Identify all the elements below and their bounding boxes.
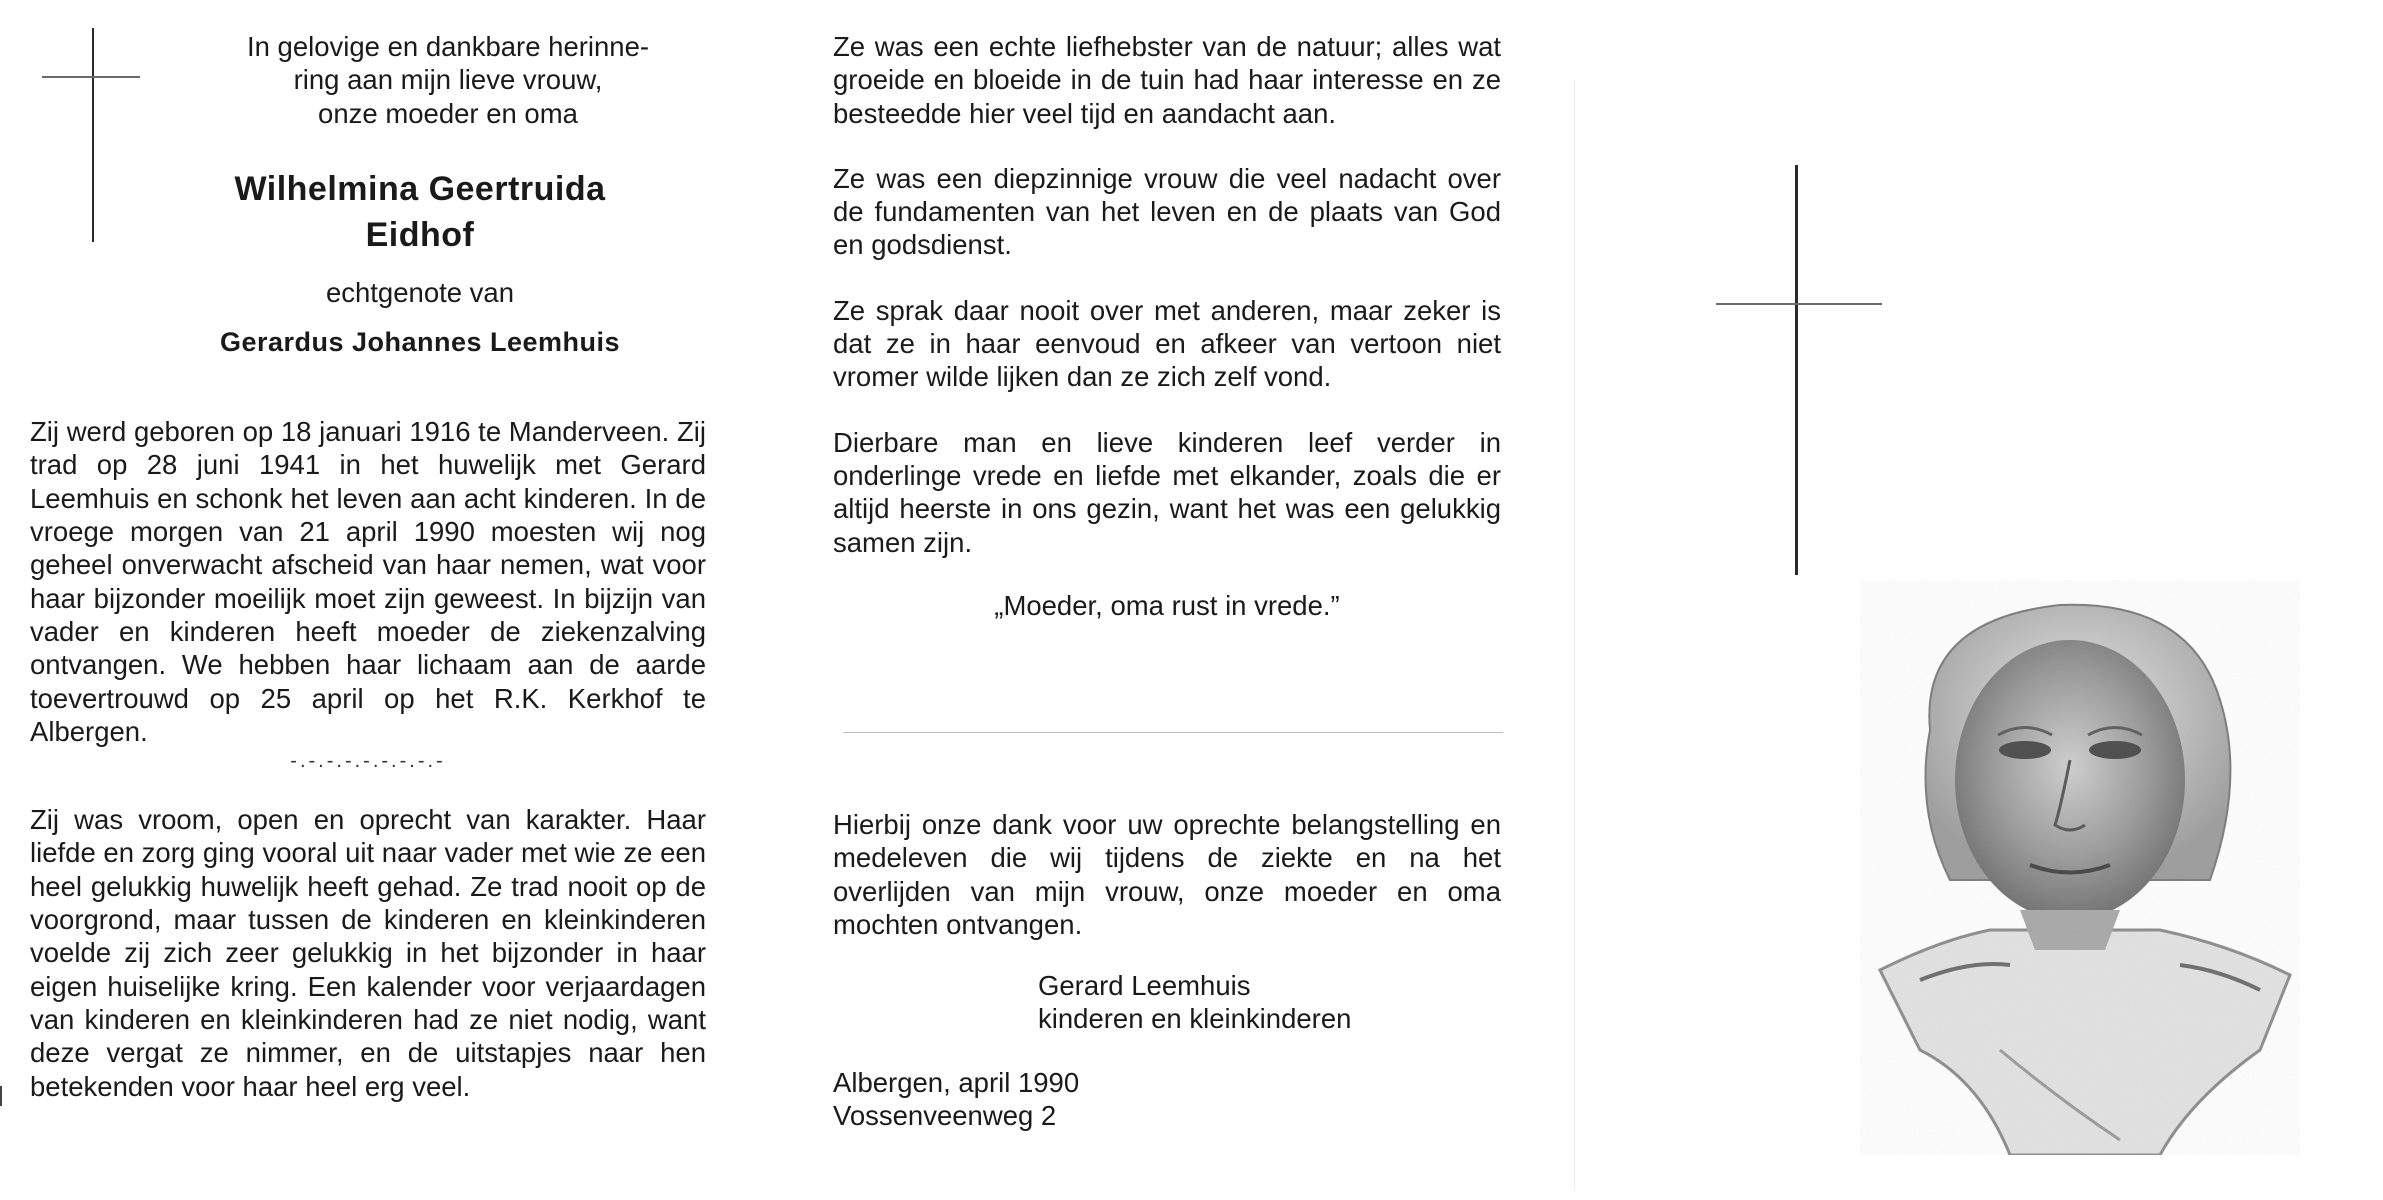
- farewell-paragraph: Dierbare man en lieve kinderen leef verder in onderlinge vrede en liefde met elkander, zoals die er altijd heerste in ons gezin, want het was een gelukkig samen zijn.: [833, 426, 1501, 558]
- address: Vossenveenweg 2: [833, 1100, 1057, 1132]
- portrait-photo: [1860, 580, 2300, 1155]
- modesty-paragraph: Ze sprak daar nooit over met anderen, maar zeker is dat ze in haar eenvoud en afkeer van vertoon niet vromer wilde lijken dan ze zich zelf vond.: [833, 294, 1501, 393]
- signature-block: [1038, 969, 1501, 1036]
- name-block: [180, 166, 660, 359]
- spouse-label: echtgenote van: [325, 276, 515, 308]
- signature-family: kinderen en kleinkinderen: [1038, 1003, 1352, 1035]
- nature-paragraph: Ze was een echte liefhebster van de natuur; alles wat groeide en bloeide in de tuin had haar interesse en ze besteedde hier veel tijd en aandacht aan.: [833, 31, 1501, 129]
- spouse-name: Gerardus Johannes Leemhuis: [219, 327, 621, 358]
- intro-block: [190, 30, 706, 130]
- page-fold: [1574, 80, 1575, 1190]
- signature-name: Gerard Leemhuis: [1038, 970, 1251, 1002]
- edge-mark: [0, 1086, 2, 1106]
- thanks-block: [833, 808, 1501, 1132]
- intro-line: ring aan mijn lieve vrouw,: [293, 64, 603, 96]
- middle-column: [833, 30, 1501, 622]
- thanks-paragraph: Hierbij onze dank voor uw oprechte belangstelling en medeleven die wij tijdens de ziekte en na het overlijden van mijn vrouw, onze moeder en oma mochten ontvangen.: [833, 809, 1501, 940]
- closing-quote: „Moeder, oma rust in vrede.”: [994, 589, 1340, 621]
- character-paragraph: Zij was vroom, open en oprecht van karakter. Haar liefde en zorg ging vooral uit naar vader met wie ze een heel gelukkig huwelijk heeft gehad. Ze trad nooit op de voorgrond, maar tussen de kinderen en kleinkinderen voelde zij zich zeer gelukkig in het bijzonder in haar eigen huiselijke kring. Een kalender voor verjaardagen van kinderen en kleinkinderen had ze niet nodig, want deze vergat ze nimmer, en de uitstapjes naar hen betekenden voor haar heel erg veel.: [30, 804, 706, 1102]
- deceased-name-first: Wilhelmina Geertruida: [234, 169, 606, 208]
- section-divider: -.-.-.-.-.-.-.-.-: [290, 750, 446, 773]
- intro-line: onze moeder en oma: [318, 97, 578, 129]
- intro-line: In gelovige en dankbare herinne-: [246, 31, 650, 62]
- place-date: Albergen, april 1990: [833, 1066, 1080, 1098]
- biography-paragraph: Zij werd geboren op 18 januari 1916 te Manderveen. Zij trad op 28 juni 1941 in het huwelijk met Gerard Leemhuis en schonk het leven aan acht kinderen. In de vroege morgen van 21 april 1990 moesten wij nog geheel onverwacht afscheid van haar nemen, wat voor haar bijzonder moeilijk moet zijn geweest. In bijzijn van vader en kinderen heeft moeder de ziekenzalving ontvangen. We hebben haar lichaam aan de aarde toevertrouwd op 25 april op het R.K. Kerkhof te Albergen.: [30, 416, 706, 747]
- address-block: [833, 1066, 1501, 1133]
- faith-paragraph: Ze was een diepzinnige vrouw die veel nadacht over de fundamenten van het leven en de plaats van God en godsdienst.: [833, 162, 1501, 261]
- left-column: [30, 30, 706, 1103]
- deceased-name-last: Eidhof: [365, 215, 475, 254]
- middle-divider-line: [843, 732, 1503, 733]
